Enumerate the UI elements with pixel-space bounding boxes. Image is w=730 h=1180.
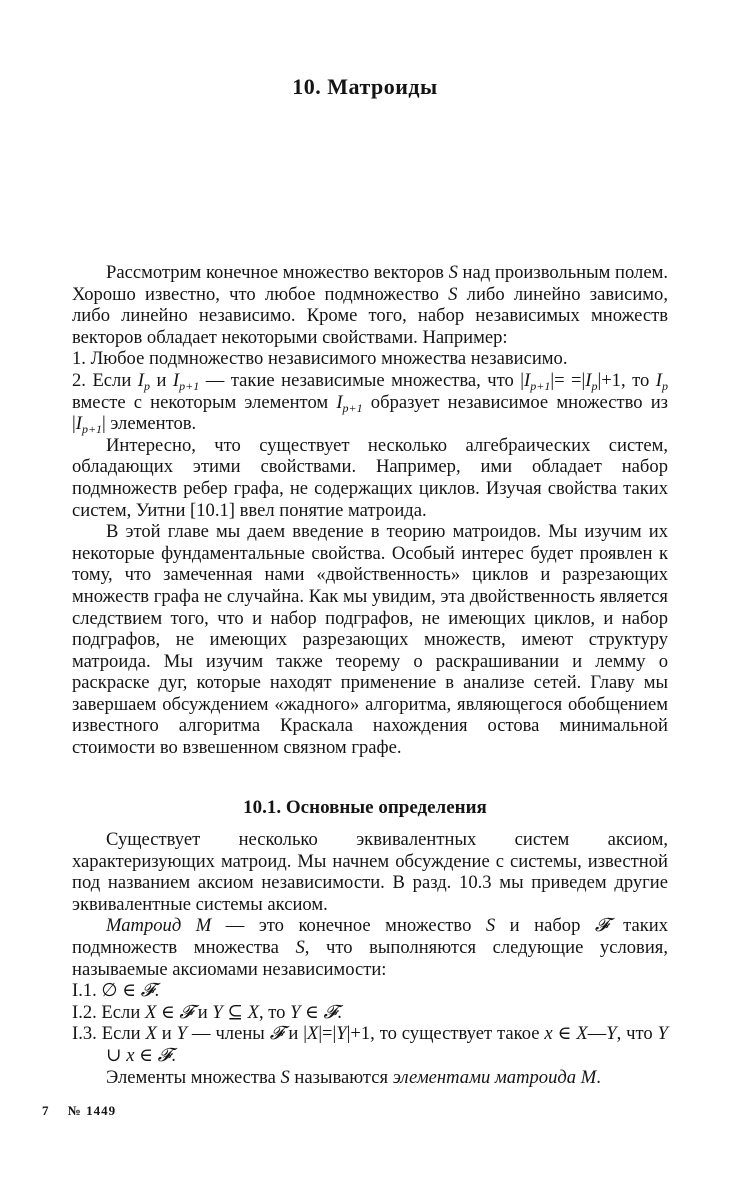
list-item: 1. Любое подмножество независимого множества независимо. (72, 348, 568, 370)
section-body (72, 829, 668, 1088)
chapter-intro (72, 262, 668, 759)
paragraph: В этой главе мы даем введение в теорию матроидов. Мы изучим их некоторые фундаментальные свойства. Особый интерес будет проявлен к тому, что замеченная нами «двойственность» циклов и разрезающих множеств графа не случайна. Как мы увидим, эта двойственность является следствием того, что и набор подграфов, не имеющих циклов, и набор подграфов, не имеющих разрезающих множеств, имеют структуру матроида. Мы изучим также теорему о раскрашивании и лемму о раскраске дуг, которые находят применение в анализе сетей. Главу мы завершаем обсуждением «жадного» алгоритма, являющегося обобщением известного алгоритма Краскала нахождения остова минимальной стоимости во взвешенном связном графе. (72, 521, 668, 759)
paragraph: Существует несколько эквивалентных систем аксиом, характеризующих матроид. Мы начнем обсуждение с системы, известной под названием аксиом независимости. В разд. 10.3 мы приведем другие эквивалентные системы аксиом. (72, 829, 668, 915)
paragraph: Рассмотрим конечное множество векторов S над произвольным полем. Хорошо известно, что любое подмножество S либо линейно зависимо, либо линейно независимо. Кроме того, набор независимых множеств векторов обладает некоторыми свойствами. Например: (72, 262, 668, 348)
definition-paragraph: Матроид M — это конечное множество S и набор 𝓕 таких подмножеств множества S, что выполняются следующие условия, называемые аксиомами независимости: (72, 915, 668, 980)
section-heading: 10.1. Основные определения (243, 797, 487, 818)
paragraph: Элементы множества S называются элементами матроида M. (106, 1066, 601, 1088)
list-item: 2. Если $I_p$ и $I_{p+1}$ — такие независимые множества, что $|I_{p+1}|= =|I_p|+1$, то $I_p$ вместе с некоторым элементом $I_{p+1}$ образует независимое множество из $|I_{p+1}|$ элементов. (72, 369, 669, 437)
axiom-item: I.1. ∅ ∈ 𝓕. (72, 980, 160, 1002)
signature-mark: 7 (42, 1103, 50, 1118)
axiom-item: I.2. Если X ∈ 𝓕 и Y ⊆ X, то Y ∈ 𝓕. (72, 1001, 342, 1023)
axiom-item: I.3. Если X и Y — члены 𝓕 и |X|=|Y|+1, то существует такое x ∈ X—Y, что Y ∪ x ∈ 𝓕. (72, 1023, 668, 1066)
page-footer (42, 1103, 116, 1119)
print-number: № 1449 (67, 1103, 117, 1118)
paragraph: Интересно, что существует несколько алгебраических систем, обладающих этими свойствами. Например, ими обладает набор подмножеств ребер графа, не содержащих циклов. Изучая свойства таких систем, Уитни [10.1] ввел понятие матроида. (72, 434, 668, 521)
chapter-title: 10. Матроиды (292, 74, 438, 99)
